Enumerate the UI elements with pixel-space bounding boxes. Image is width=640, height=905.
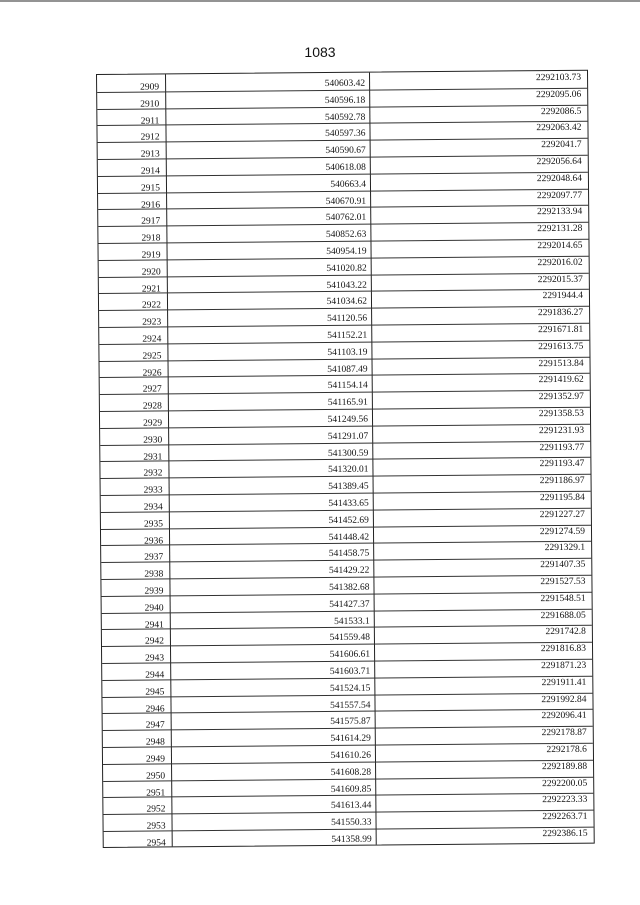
point-id-cell: 2941 bbox=[144, 620, 164, 631]
x-coordinate-cell: 541550.33 bbox=[331, 817, 372, 829]
table-row bbox=[104, 827, 594, 848]
x-coordinate-cell: 540603.42 bbox=[324, 78, 366, 90]
point-id-cell: 2924 bbox=[142, 334, 162, 345]
y-coordinate-cell: 2291193.47 bbox=[539, 459, 585, 470]
y-coordinate-cell: 2291193.77 bbox=[539, 442, 585, 453]
point-id-cell: 2927 bbox=[142, 384, 162, 395]
point-id-cell: 2911 bbox=[140, 116, 160, 127]
point-id-cell: 2922 bbox=[141, 300, 162, 311]
x-coordinate-cell: 541603.71 bbox=[329, 666, 371, 677]
point-id-cell: 2935 bbox=[143, 519, 163, 530]
point-id-cell: 2937 bbox=[144, 552, 164, 563]
coordinate-table bbox=[96, 70, 595, 848]
y-coordinate-cell: 2291911.41 bbox=[541, 677, 587, 688]
scan-top-edge bbox=[0, 0, 640, 2]
y-coordinate-cell: 2291671.81 bbox=[538, 324, 584, 336]
y-coordinate-cell: 2291358.53 bbox=[538, 408, 585, 420]
y-coordinate-cell: 2292097.77 bbox=[536, 190, 583, 201]
point-id-cell: 2915 bbox=[140, 183, 161, 194]
x-coordinate-cell: 541358.99 bbox=[331, 834, 372, 845]
x-coordinate-cell: 541433.65 bbox=[328, 498, 369, 509]
y-coordinate-cell: 2292223.33 bbox=[542, 795, 588, 806]
y-coordinate-cell: 2291613.75 bbox=[538, 341, 584, 352]
y-coordinate-cell: 2291816.83 bbox=[540, 643, 587, 655]
y-coordinate-cell: 2292048.64 bbox=[536, 173, 582, 184]
point-id-cell: 2912 bbox=[140, 132, 160, 144]
x-coordinate-cell: 540596.18 bbox=[324, 95, 366, 106]
x-coordinate-cell: 541291.07 bbox=[327, 431, 369, 442]
y-coordinate-cell: 2291274.59 bbox=[539, 526, 586, 537]
x-coordinate-cell: 541575.87 bbox=[330, 717, 371, 728]
x-coordinate-cell: 541034.62 bbox=[326, 297, 368, 308]
point-id-cell: 2940 bbox=[144, 603, 164, 614]
point-id-cell: 2931 bbox=[143, 452, 163, 463]
y-coordinate-cell: 2292096.41 bbox=[541, 711, 587, 722]
y-coordinate-cell: 2291195.84 bbox=[539, 492, 585, 504]
y-coordinate-cell: 2291329.1 bbox=[544, 543, 586, 554]
x-coordinate-cell: 541043.22 bbox=[326, 280, 367, 291]
point-id-cell: 2916 bbox=[141, 200, 161, 211]
x-coordinate-cell: 540852.63 bbox=[325, 229, 367, 241]
x-coordinate-cell: 541606.61 bbox=[329, 649, 371, 661]
point-id-cell: 2928 bbox=[142, 401, 162, 412]
point-id-cell: 2948 bbox=[145, 737, 165, 748]
y-coordinate-cell: 2292200.05 bbox=[542, 778, 588, 789]
y-coordinate-cell: 2291527.53 bbox=[540, 576, 586, 588]
x-coordinate-cell: 541120.56 bbox=[327, 313, 368, 325]
x-coordinate-cell: 540762.01 bbox=[325, 213, 367, 224]
y-coordinate-cell: 2292133.94 bbox=[537, 207, 583, 218]
x-coordinate-cell: 540590.67 bbox=[325, 145, 366, 157]
x-coordinate-cell: 541557.54 bbox=[330, 700, 371, 711]
point-id-cell: 2943 bbox=[145, 653, 165, 664]
x-coordinate-cell: 541429.22 bbox=[328, 565, 370, 577]
y-coordinate-cell: 2292016.02 bbox=[537, 257, 583, 268]
x-coordinate-cell: 541300.59 bbox=[327, 448, 369, 459]
y-coordinate-cell: 2291742.8 bbox=[545, 627, 586, 638]
y-coordinate-cell: 2292063.42 bbox=[536, 123, 582, 134]
point-id-cell: 2932 bbox=[143, 468, 163, 479]
x-coordinate-cell: 540670.91 bbox=[325, 196, 367, 207]
point-id-cell: 2953 bbox=[146, 821, 166, 832]
x-coordinate-cell: 540592.78 bbox=[324, 112, 366, 123]
y-coordinate-cell: 2291548.51 bbox=[540, 593, 586, 604]
y-coordinate-cell: 2292041.7 bbox=[541, 139, 582, 151]
x-coordinate-cell: 541020.82 bbox=[326, 263, 367, 274]
y-coordinate-cell: 2291688.05 bbox=[540, 610, 586, 621]
x-coordinate-cell: 541533.1 bbox=[334, 616, 370, 627]
point-id-cell: 2933 bbox=[143, 485, 163, 496]
y-coordinate-cell: 2291407.35 bbox=[540, 559, 586, 571]
x-coordinate-cell: 541320.01 bbox=[328, 465, 369, 476]
x-coordinate-cell: 541152.21 bbox=[327, 330, 368, 341]
point-id-cell: 2909 bbox=[140, 82, 160, 93]
y-coordinate-cell: 2292086.5 bbox=[540, 106, 582, 117]
x-coordinate-cell: 541103.19 bbox=[327, 347, 368, 358]
y-coordinate-cell: 2292056.64 bbox=[536, 156, 582, 168]
y-coordinate-cell: 2291871.23 bbox=[541, 660, 587, 672]
x-coordinate-cell: 541614.29 bbox=[330, 733, 371, 745]
point-id-cell: 2944 bbox=[145, 670, 165, 681]
point-id-cell: 2929 bbox=[143, 418, 163, 429]
point-id-cell: 2954 bbox=[146, 838, 166, 849]
y-coordinate-cell: 2292386.15 bbox=[542, 828, 588, 840]
x-coordinate-cell: 541524.15 bbox=[329, 683, 371, 694]
y-coordinate-cell: 2291944.4 bbox=[542, 291, 584, 302]
y-coordinate-cell: 2291186.97 bbox=[539, 475, 585, 487]
x-coordinate-cell: 541154.14 bbox=[327, 381, 368, 392]
x-coordinate-cell: 541389.45 bbox=[328, 481, 369, 493]
point-id-cell: 2942 bbox=[144, 636, 165, 647]
point-id-cell: 2947 bbox=[145, 720, 165, 731]
y-coordinate-cell: 2291227.27 bbox=[539, 509, 585, 520]
point-id-cell: 2919 bbox=[141, 250, 161, 261]
point-id-cell: 2923 bbox=[142, 317, 162, 328]
y-coordinate-cell: 2292014.65 bbox=[537, 240, 583, 252]
x-coordinate-cell: 540597.36 bbox=[325, 129, 366, 140]
y-coordinate-cell: 2291992.84 bbox=[541, 694, 587, 705]
x-coordinate-cell: 540954.19 bbox=[326, 246, 367, 257]
y-coordinate-cell: 2292131.28 bbox=[537, 223, 583, 235]
y-coordinate-cell: 2291513.84 bbox=[538, 358, 584, 369]
y-coordinate-cell: 2291352.97 bbox=[538, 391, 584, 403]
point-id-cell: 2939 bbox=[144, 586, 164, 597]
y-coordinate-cell: 2292263.71 bbox=[542, 811, 588, 823]
x-coordinate-cell: 541427.37 bbox=[329, 599, 370, 610]
x-coordinate-cell: 541249.56 bbox=[327, 414, 369, 425]
point-id-cell: 2938 bbox=[144, 569, 164, 580]
point-id-cell: 2951 bbox=[146, 788, 166, 799]
y-coordinate-cell: 2291231.93 bbox=[538, 425, 585, 436]
point-id-cell: 2918 bbox=[141, 233, 161, 244]
y-coordinate-cell: 2292178.6 bbox=[546, 744, 587, 756]
x-coordinate-cell: 540663.4 bbox=[330, 179, 367, 190]
point-id-cell: 2946 bbox=[145, 704, 165, 715]
y-coordinate-cell: 2292103.73 bbox=[535, 72, 582, 84]
point-id-cell: 2921 bbox=[141, 284, 161, 295]
x-coordinate-cell: 541448.42 bbox=[328, 532, 370, 543]
page-number: 1083 bbox=[304, 44, 336, 60]
point-id-cell: 2914 bbox=[140, 166, 160, 177]
x-coordinate-cell: 541382.68 bbox=[329, 582, 370, 593]
y-coordinate-cell: 2292189.88 bbox=[541, 761, 588, 772]
y-coordinate-cell: 2292095.06 bbox=[536, 89, 582, 100]
x-coordinate-cell: 540618.08 bbox=[325, 162, 366, 174]
point-id-cell: 2949 bbox=[145, 754, 166, 765]
x-coordinate-cell: 541613.44 bbox=[330, 801, 372, 812]
point-id-cell: 2936 bbox=[144, 536, 164, 547]
y-coordinate-cell: 2292015.37 bbox=[537, 274, 583, 285]
point-id-cell: 2913 bbox=[140, 149, 160, 160]
x-coordinate-cell: 541087.49 bbox=[327, 364, 368, 375]
point-id-cell: 2925 bbox=[142, 351, 162, 362]
point-id-cell: 2920 bbox=[141, 267, 161, 278]
y-coordinate-cell: 2291419.62 bbox=[538, 375, 584, 386]
x-coordinate-cell: 541452.69 bbox=[328, 515, 369, 526]
point-id-cell: 2926 bbox=[142, 368, 162, 379]
x-coordinate-cell: 541165.91 bbox=[327, 397, 368, 409]
point-id-cell: 2945 bbox=[145, 687, 165, 698]
point-id-cell: 2917 bbox=[141, 216, 161, 228]
y-coordinate-cell: 2292178.87 bbox=[541, 727, 587, 739]
point-id-cell: 2930 bbox=[143, 435, 163, 446]
point-id-cell: 2952 bbox=[146, 804, 166, 815]
x-coordinate-cell: 541458.75 bbox=[328, 549, 370, 560]
point-id-cell: 2910 bbox=[140, 99, 160, 110]
point-id-cell: 2934 bbox=[143, 502, 163, 513]
x-coordinate-cell: 541608.28 bbox=[330, 767, 372, 778]
x-coordinate-cell: 541609.85 bbox=[330, 784, 372, 795]
point-id-cell: 2950 bbox=[146, 771, 166, 782]
y-coordinate-cell: 2291836.27 bbox=[537, 307, 584, 319]
x-coordinate-cell: 541610.26 bbox=[330, 750, 372, 761]
x-coordinate-cell: 541559.48 bbox=[329, 633, 370, 644]
